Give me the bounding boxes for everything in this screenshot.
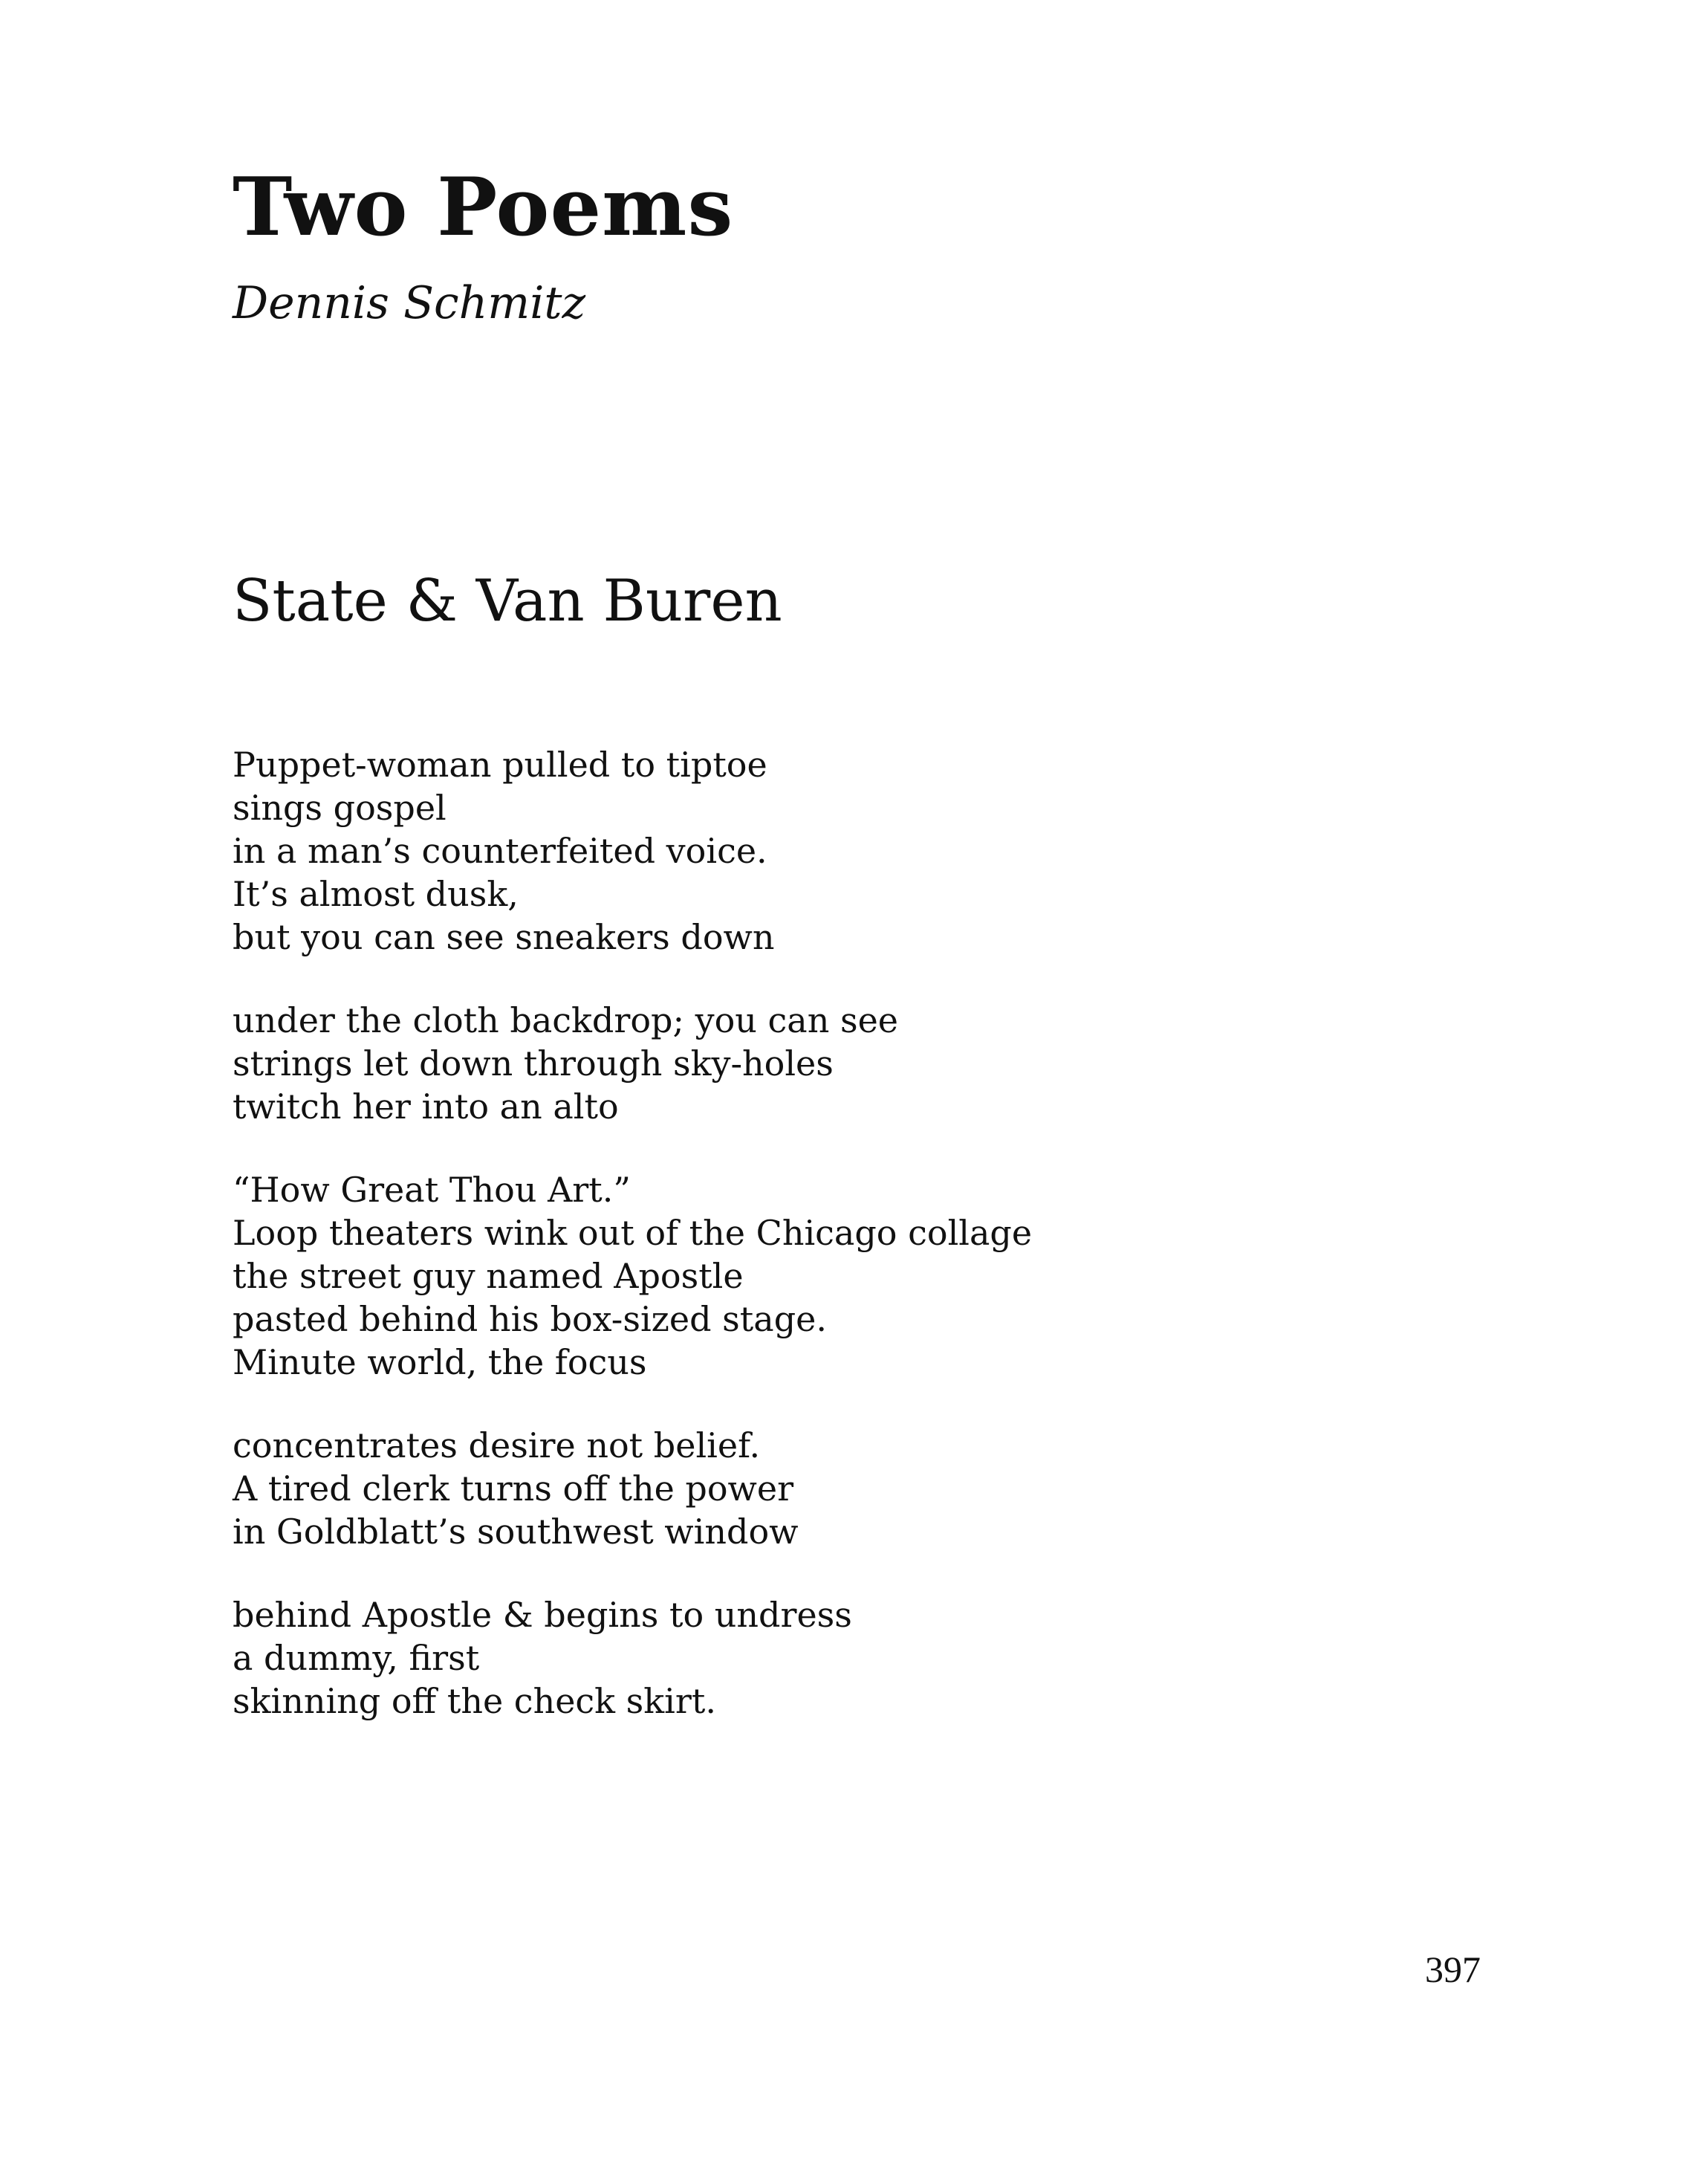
poem-line: sings gospel bbox=[233, 788, 447, 828]
poem-line: behind Apostle & begins to undress bbox=[233, 1595, 852, 1635]
stanza-4 bbox=[233, 1424, 1644, 1553]
stanza-2 bbox=[233, 999, 1644, 1128]
stanza-5 bbox=[233, 1593, 1644, 1723]
poem-line: in Goldblatt’s southwest window bbox=[233, 1512, 799, 1552]
poem-line: twitch her into an alto bbox=[233, 1086, 619, 1127]
poem-line: Loop theaters wink out of the Chicago collage bbox=[233, 1213, 1033, 1253]
stanza-3 bbox=[233, 1168, 1644, 1384]
author-name: Dennis Schmitz bbox=[233, 277, 586, 329]
poem-line: concentrates desire not belief. bbox=[233, 1425, 761, 1465]
page-title: Two Poems bbox=[233, 161, 734, 254]
poem-line: a dummy, first bbox=[233, 1638, 480, 1678]
poem-line: but you can see sneakers down bbox=[233, 917, 775, 957]
poem-line: pasted behind his box-sized stage. bbox=[233, 1299, 827, 1339]
poem-body bbox=[233, 743, 1644, 1763]
poem-line: Minute world, the focus bbox=[233, 1342, 647, 1382]
poem-line: strings let down through sky-holes bbox=[233, 1043, 834, 1084]
poem-line: “How Great Thou Art.” bbox=[233, 1170, 631, 1210]
poem-line: Puppet-woman pulled to tiptoe bbox=[233, 745, 767, 785]
poem-line: in a man’s counterfeited voice. bbox=[233, 831, 767, 871]
poem-line: skinning off the check skirt. bbox=[233, 1681, 716, 1721]
poem-title: State & Van Buren bbox=[233, 568, 782, 635]
poem-line: under the cloth backdrop; you can see bbox=[233, 1000, 899, 1040]
poem-line: It’s almost dusk, bbox=[233, 874, 519, 914]
page-number: 397 bbox=[1425, 1949, 1481, 1990]
stanza-1 bbox=[233, 743, 1644, 959]
poem-line: A tired clerk turns off the power bbox=[233, 1468, 794, 1509]
poem-line: the street guy named Apostle bbox=[233, 1256, 744, 1296]
